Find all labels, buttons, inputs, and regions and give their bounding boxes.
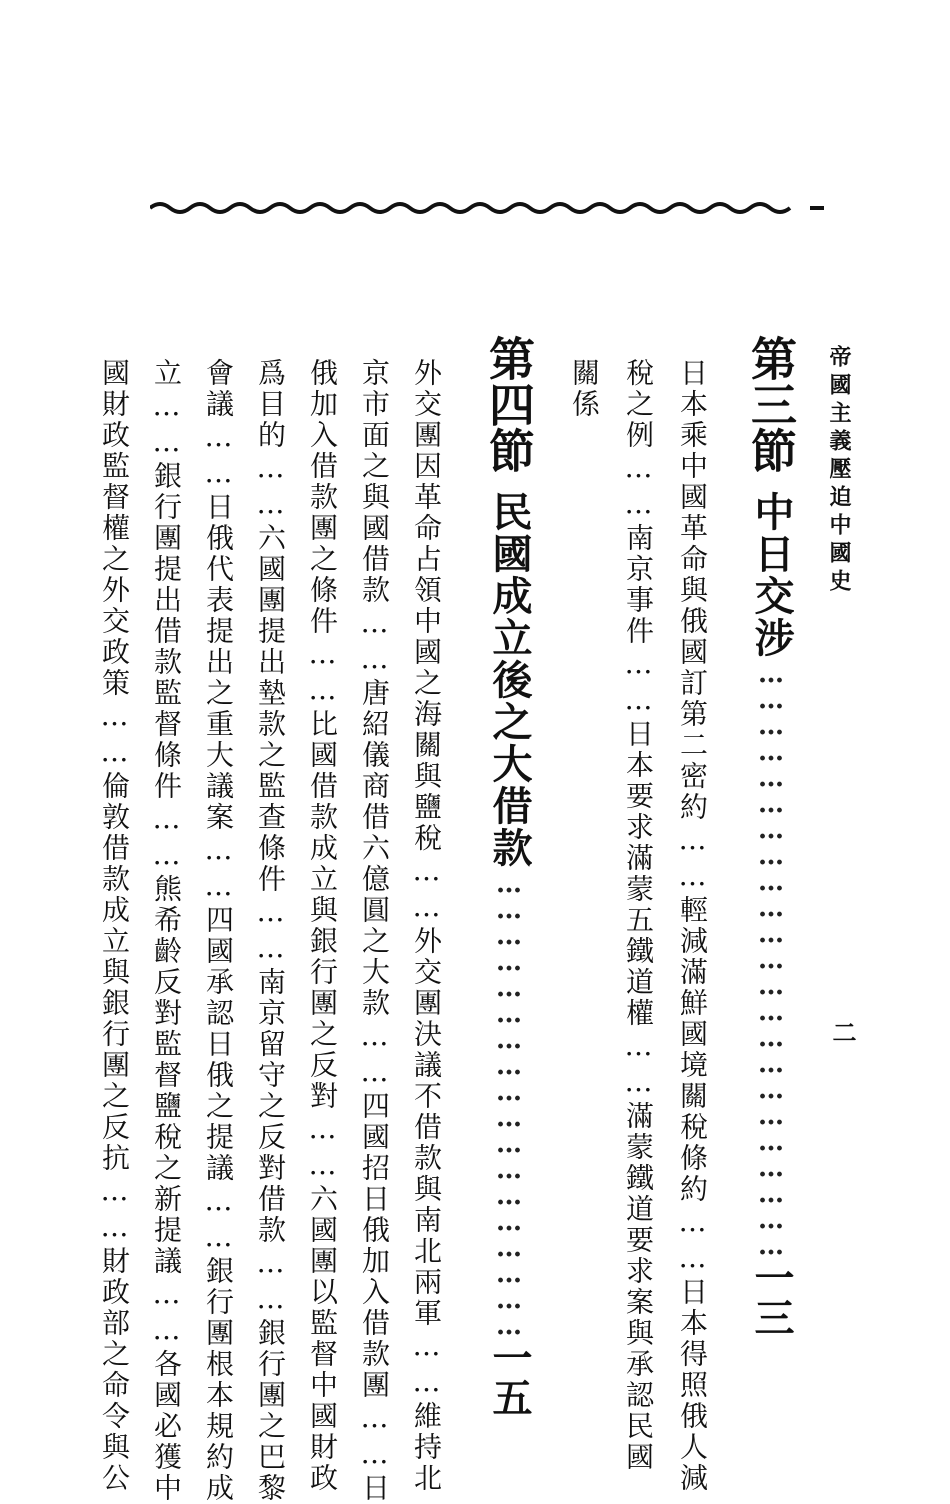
section-4-subtopic-line: 會議……日俄代表提出之重大議案……四國承認日俄之提議……銀行團根本規約成: [202, 358, 235, 1504]
section-3-subtopic-line: 關係: [568, 358, 601, 420]
section-3-page: 一三: [748, 1257, 795, 1337]
section-4-leader: ………………………………………………: [494, 869, 524, 1337]
section-3-subtopic-line: 日本乘中國革命與俄國訂第二密約……輕減滿鮮國境關稅條約……日本得照俄人減: [676, 358, 709, 1494]
section-3-leader: ……………………………………………………………: [756, 659, 786, 1257]
section-3-title: 中日交涉: [748, 491, 795, 659]
section-4-heading: [482, 335, 536, 1417]
section-4-title: 民國成立後之大借款: [486, 491, 533, 869]
section-4-subtopic-line: 京市面之與國借款……唐紹儀商借六億圓之大款……四國招日俄加入借款團……日: [358, 358, 391, 1504]
section-4-subtopic-line: 國財政監督權之外交政策……倫敦借款成立與銀行團之反抗……財政部之命令與公: [98, 358, 131, 1494]
section-4-subtopic-line: 外交團因革命占領中國之海關與鹽稅……外交團決議不借款與南北兩軍……維持北: [410, 358, 443, 1494]
section-4-subtopic-line: 俄加入借款團之條件……比國借款成立與銀行團之反對……六國團以監督中國財政: [306, 358, 339, 1494]
section-3-heading: [744, 335, 798, 1337]
section-4-page: 一五: [486, 1337, 533, 1417]
section-4-subtopic-line: 爲目的……六國團提出墊款之監查條件……南京留守之反對借款……銀行團之巴黎: [254, 358, 287, 1504]
section-3-subtopic-line: 稅之例……南京事件……日本要求滿蒙五鐵道權……滿蒙鐵道要求案與承認民國: [622, 358, 655, 1473]
wavy-rule-ornament: [150, 196, 830, 220]
section-4-number: 第四節: [482, 335, 536, 473]
page-number: 二: [828, 1020, 857, 1044]
section-3-number: 第三節: [744, 335, 798, 473]
section-4-subtopic-line: 立……銀行團提出借款監督條件……熊希齡反對監督鹽稅之新提議……各國必獲中: [150, 358, 183, 1504]
running-head: 帝國主義壓迫中國史: [826, 345, 852, 597]
